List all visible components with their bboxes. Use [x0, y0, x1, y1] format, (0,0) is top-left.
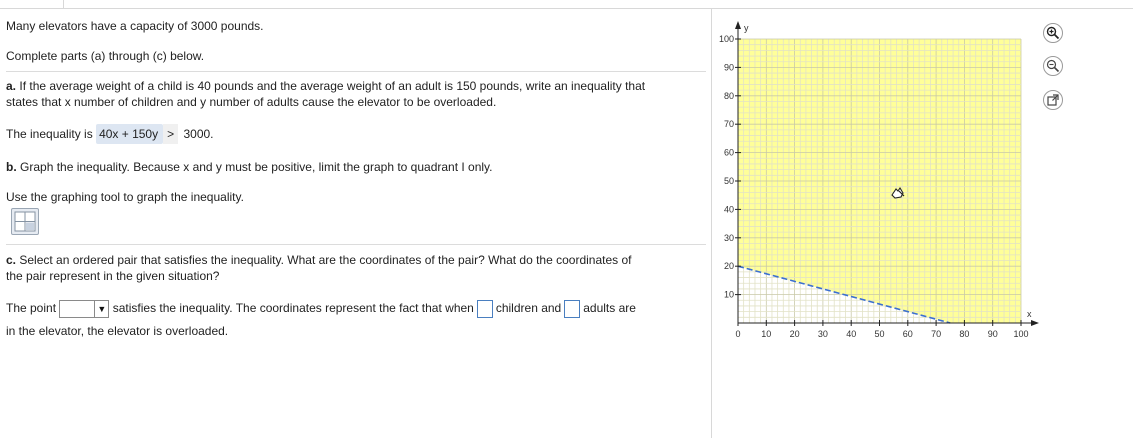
x-tick-label: 70	[931, 329, 942, 339]
popout-button[interactable]	[1043, 90, 1063, 110]
x-tick-label: 30	[817, 329, 828, 339]
problem-instruction: Complete parts (a) through (c) below.	[6, 49, 205, 63]
part-c-answer-prefix: The point	[6, 301, 57, 316]
y-tick-label: 100	[718, 34, 734, 44]
section-divider	[6, 244, 706, 245]
y-tick-label: 20	[723, 261, 734, 272]
x-tick-label: 100	[1013, 329, 1029, 339]
part-c-question: Select an ordered pair that satisfies the inequality. What are the coordinates of the pair? What do the coordinates of	[19, 253, 632, 267]
point-select-dropdown[interactable]	[59, 300, 109, 318]
y-tick-label: 90	[723, 62, 734, 73]
part-c-text-line1	[6, 253, 632, 267]
x-tick-label: 60	[902, 329, 913, 339]
x-axis-label: x	[1027, 309, 1032, 319]
part-a-answer-row	[6, 124, 214, 144]
part-c-label: c.	[6, 253, 17, 267]
y-tick-label: 10	[723, 289, 734, 300]
external-link-icon	[1046, 93, 1060, 107]
part-b-label: b.	[6, 160, 17, 174]
inequality-answer-field[interactable]	[96, 124, 163, 144]
x-tick-label: 40	[846, 329, 857, 339]
part-c-answer-line2: in the elevator, the elevator is overloaded.	[6, 324, 229, 338]
section-divider	[6, 71, 706, 72]
y-tick-label: 70	[723, 119, 734, 130]
part-a-label: a.	[6, 79, 17, 93]
adults-label: adults are	[583, 301, 636, 316]
y-tick-label: 60	[723, 147, 734, 158]
x-tick-label: 90	[987, 329, 998, 339]
part-c-answer-mid: satisfies the inequality. The coordinates represent the fact that when	[112, 301, 474, 316]
inequality-value: 3000.	[183, 127, 214, 141]
y-axis-arrow	[735, 21, 741, 29]
part-a-question: If the average weight of a child is 40 pounds and the average weight of an adult is 150 pounds, write an inequality that	[19, 79, 646, 93]
part-a-text-line2: states that x number of children and y number of adults cause the elevator to be overloaded.	[6, 95, 497, 109]
y-tick-label: 50	[723, 176, 734, 186]
dropdown-arrow-icon[interactable]: ▼	[94, 301, 108, 317]
x-tick-label: 20	[789, 329, 800, 339]
part-a-answer-prefix: The inequality is	[6, 127, 93, 141]
zoom-out-icon	[1046, 59, 1060, 73]
part-c-text-line2: the pair represent in the given situation?	[6, 269, 220, 283]
x-axis-arrow	[1031, 320, 1039, 326]
header-divider	[0, 8, 1133, 9]
zoom-out-button[interactable]	[1043, 56, 1063, 76]
y-axis-label: y	[744, 23, 749, 33]
graphing-tool-icon[interactable]	[11, 208, 39, 235]
x-tick-label: 80	[959, 329, 970, 339]
graph-canvas[interactable]	[712, 14, 1042, 346]
header-tab-edge	[63, 0, 64, 8]
x-tick-label: 0	[735, 329, 741, 339]
problem-intro: Many elevators have a capacity of 3000 pounds.	[6, 19, 264, 33]
inequality-graph[interactable]	[712, 14, 1042, 349]
part-b-text	[6, 160, 493, 174]
adults-count-input[interactable]	[564, 300, 580, 318]
children-label: children and	[495, 301, 562, 316]
inequality-sign[interactable]: >	[163, 124, 178, 144]
children-count-input[interactable]	[477, 300, 493, 318]
x-tick-label: 10	[761, 329, 772, 339]
y-tick-label: 30	[723, 232, 734, 243]
zoom-in-icon	[1046, 26, 1060, 40]
inequality-expression: 40x + 150y	[99, 127, 159, 141]
zoom-in-button[interactable]	[1043, 23, 1063, 43]
part-b-tool-instruction: Use the graphing tool to graph the inequality.	[6, 190, 244, 204]
part-c-answer-row	[6, 300, 636, 318]
x-tick-label: 50	[874, 329, 885, 339]
part-a-text-line1	[6, 79, 645, 93]
part-b-question: Graph the inequality. Because x and y must be positive, limit the graph to quadrant I only.	[20, 160, 493, 174]
y-tick-label: 40	[723, 204, 734, 215]
y-tick-label: 80	[723, 90, 734, 101]
